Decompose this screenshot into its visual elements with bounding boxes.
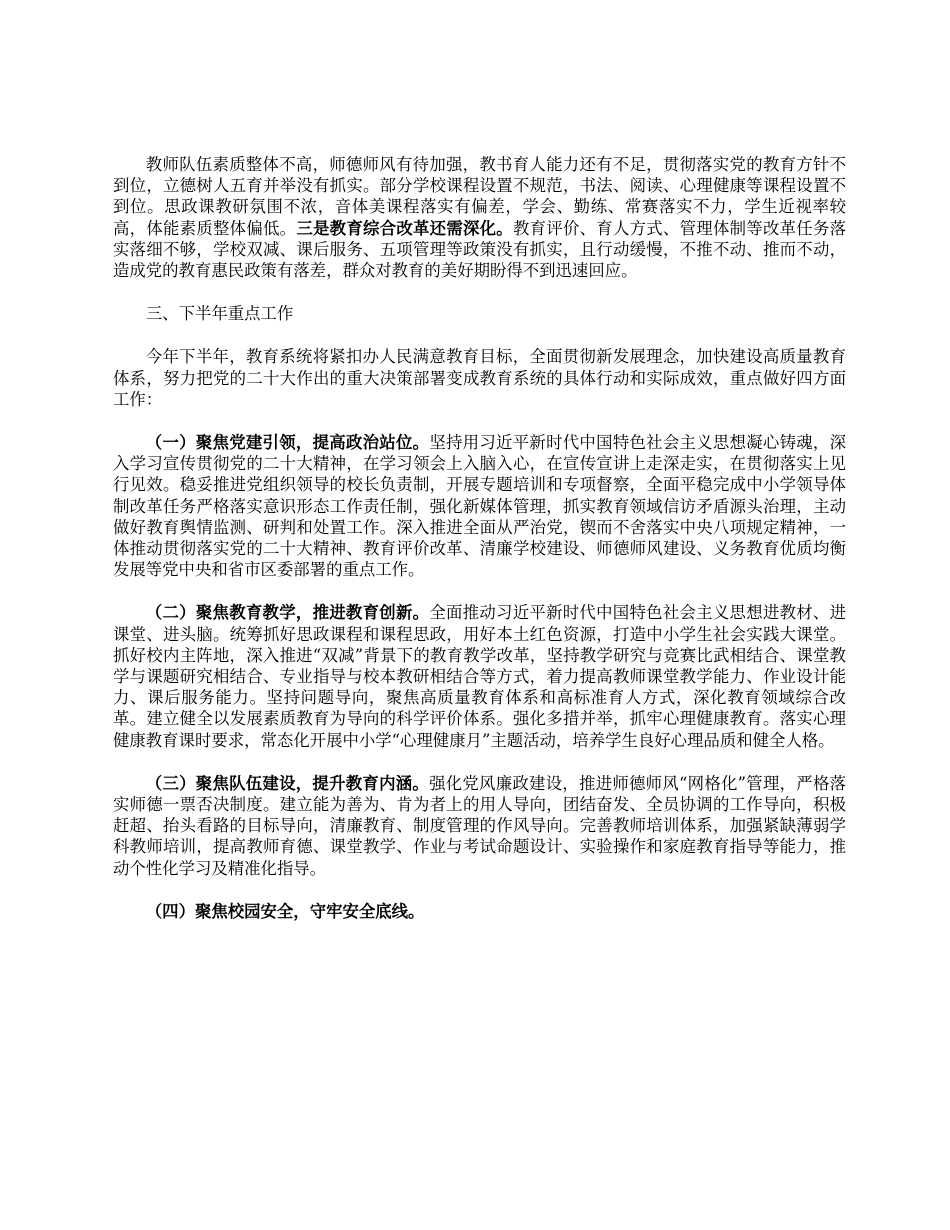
paragraph-text: 教师队伍素质整体不高，师德师风有待加强，教书育人能力还有不足，贯彻落实党的教育方针不到位，立德树人五育并举没有抓实。部分学校课程设置不规范，书法、阅读、心理健康等课程设置不到位。思政课教研氛围不浓，音体美课程落实有偏差，学会、勤练、常赛落实不力，学生近视率较高，体能素质整体偏低。: [113, 155, 846, 238]
item-lead: （二）聚焦教育教学，推进教育创新。: [145, 603, 430, 623]
paragraph-intro: 今年下半年，教育系统将紧扣办人民满意教育目标，全面贯彻新发展理念，加快建设高质量教育体系，努力把党的二十大作出的重大决策部署变成教育系统的具体行动和实际成效，重点做好四方面工作：: [113, 347, 846, 409]
section-heading: 三、下半年重点工作: [145, 304, 294, 324]
paragraph-item-4: [113, 901, 846, 922]
item-lead: （三）聚焦队伍建设，提升教育内涵。: [145, 773, 430, 793]
paragraph-item-1: [113, 432, 846, 580]
paragraph-item-3: [113, 773, 846, 879]
item-lead: （一）聚焦党建引领，提高政治站位。: [145, 433, 430, 453]
item-text: 全面推动习近平新时代中国特色社会主义思想进教材、进课堂、进头脑。统筹抓好思政课程和课程思政，用好本土红色资源，打造中小学生社会实践大课堂。抓好校内主阵地，深入推进“双减”背景下的教育教学改革，坚持教学研究与竞赛比武相结合、课堂教学与课题研究相结合、专业指导与校本教研相结合等方式，着力提高教师课堂教学能力、作业设计能力、课后服务能力。坚持问题导向，聚焦高质量教育体系和高标准育人方式，深化教育领域综合改革。建立健全以发展素质教育为导向的科学评价体系。强化多措并举，抓牢心理健康教育。落实心理健康教育课时要求，常态化开展中小学“心理健康月”主题活动，培养学生良好心理品质和健全人格。: [113, 603, 846, 750]
paragraph-text: 教育评价、育人方式、管理体制等改革任务落实落细不够，学校双减、课后服务、五项管理等政策没有抓实，且行动缓慢，不推不动、推而不动，造成党的教育惠民政策有落差，群众对教育的美好期盼得不到迅速回应。: [113, 218, 847, 281]
paragraph-issues: [113, 154, 846, 281]
item-lead: （四）聚焦校园安全，守牢安全底线。: [145, 901, 425, 921]
paragraph-item-2: [113, 602, 846, 750]
item-text: 坚持用习近平新时代中国特色社会主义思想凝心铸魂，深入学习宣传贯彻党的二十大精神，在学习领会上入脑入心，在宣传宣讲上走深走实，在贯彻落实上见行见效。稳妥推进党组织领导的校长负责制，开展专题培训和专项督察，全面平稳完成中小学领导体制改革任务严格落实意识形态工作责任制，强化新媒体管理，抓实教育领域信访矛盾源头治理，主动做好教育舆情监测、研判和处置工作。深入推进全面从严治党，锲而不舍落实中央八项规定精神，一体推动贯彻落实党的二十大精神、教育评价改革、清廉学校建设、师德师风建设、义务教育优质均衡发展等党中央和省市区委部署的重点工作。: [113, 433, 846, 580]
document-page: [113, 154, 846, 922]
item-text: 强化党风廉政建设，推进师德师风“网格化”管理，严格落实师德一票否决制度。建立能为善为、肯为者上的用人导向，团结奋发、全员协调的工作导向，积极赶超、抬头看路的目标导向，清廉教育、制度管理的作风导向。完善教师培训体系，加强紧缺薄弱学科教师培训，提高教师育德、课堂教学、作业与考试命题设计、实验操作和家庭教育指导等能力，推动个性化学习及精准化指导。: [113, 773, 846, 878]
bold-phrase: 三是教育综合改革还需深化。: [296, 218, 513, 238]
